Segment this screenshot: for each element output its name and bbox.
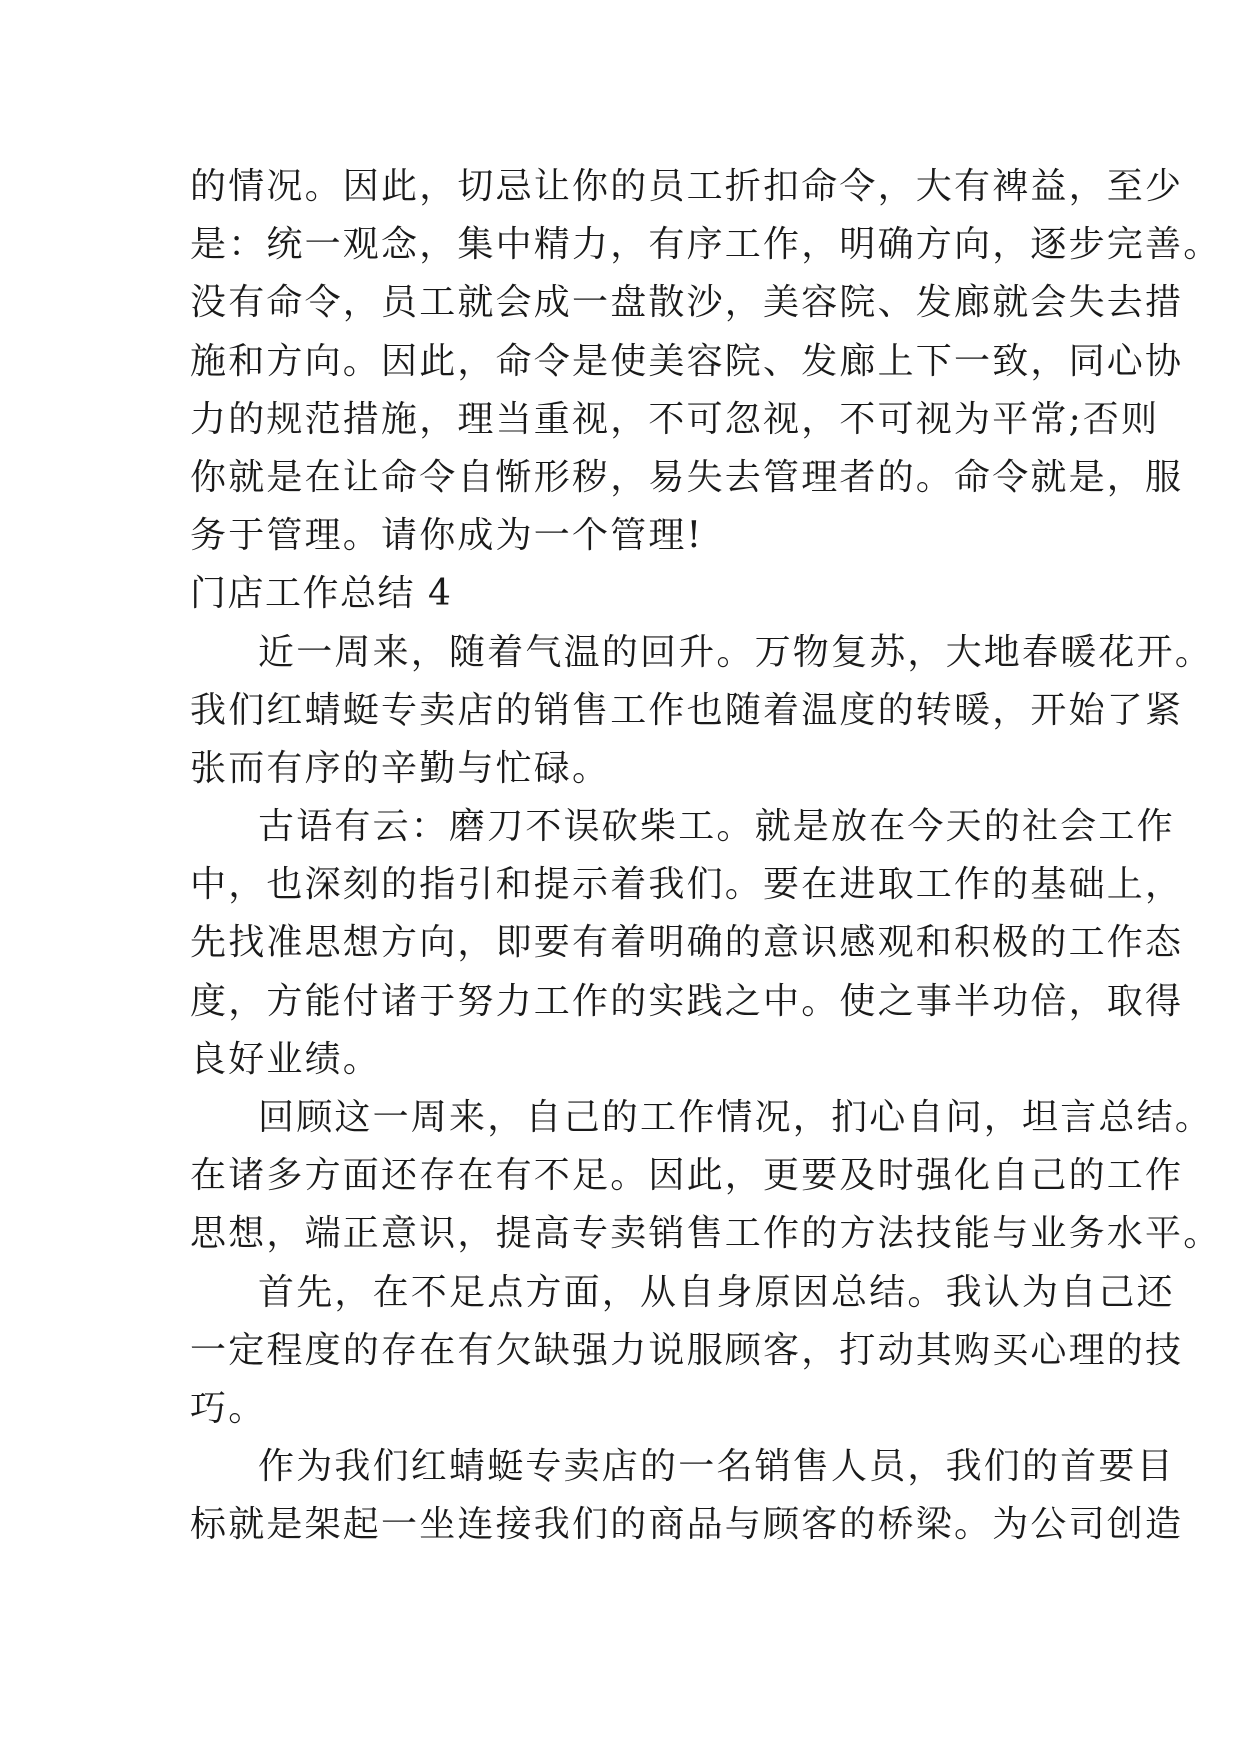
text-line: 你就是在让命令自惭形秽，易失去管理者的。命令就是，服 xyxy=(190,456,1184,498)
section-heading: 门店工作总结 4 xyxy=(190,573,453,615)
text-line: 施和方向。因此，命令是使美容院、发廊上下一致，同心协 xyxy=(190,340,1184,382)
paragraph-first-line: 近一周来，随着气温的回升。万物复苏，大地春暖花开。 xyxy=(258,631,1214,673)
text-line: 巧。 xyxy=(190,1387,267,1429)
text-line: 标就是架起一坐连接我们的商品与顾客的桥梁。为公司创造 xyxy=(190,1504,1184,1546)
text-line: 中，也深刻的指引和提示着我们。要在进取工作的基础上， xyxy=(190,864,1184,906)
text-line: 思想，端正意识，提高专卖销售工作的方法技能与业务水平。 xyxy=(190,1213,1222,1255)
text-line: 力的规范措施，理当重视，不可忽视，不可视为平常;否则 xyxy=(190,398,1160,440)
paragraph-first-line: 古语有云：磨刀不误砍柴工。就是放在今天的社会工作 xyxy=(258,806,1175,848)
text-line: 一定程度的存在有欠缺强力说服顾客，打动其购买心理的技 xyxy=(190,1329,1184,1371)
text-line: 良好业绩。 xyxy=(190,1038,382,1080)
paragraph-first-line: 作为我们红蜻蜓专卖店的一名销售人员，我们的首要目 xyxy=(258,1446,1175,1488)
text-line: 度，方能付诸于努力工作的实践之中。使之事半功倍，取得 xyxy=(190,980,1184,1022)
text-line: 先找准思想方向，即要有着明确的意识感观和积极的工作态 xyxy=(190,922,1184,964)
text-line: 是：统一观念，集中精力，有序工作，明确方向，逐步完善。 xyxy=(190,224,1222,266)
paragraph-first-line: 首先，在不足点方面，从自身原因总结。我认为自己还 xyxy=(258,1271,1175,1313)
text-line: 在诸多方面还存在有不足。因此，更要及时强化自己的工作 xyxy=(190,1155,1184,1197)
text-line: 张而有序的辛勤与忙碌。 xyxy=(190,747,611,789)
text-line: 的情况。因此，切忌让你的员工折扣命令，大有裨益，至少 xyxy=(190,166,1184,207)
document-body xyxy=(190,158,1222,1555)
text-line: 没有命令，员工就会成一盘散沙，美容院、发廊就会失去措 xyxy=(190,282,1184,324)
text-line: 务于管理。请你成为一个管理! xyxy=(190,515,704,557)
text-line: 我们红蜻蜓专卖店的销售工作也随着温度的转暖，开始了紧 xyxy=(190,689,1184,731)
paragraph-first-line: 回顾这一周来，自己的工作情况，扪心自问，坦言总结。 xyxy=(258,1097,1214,1138)
